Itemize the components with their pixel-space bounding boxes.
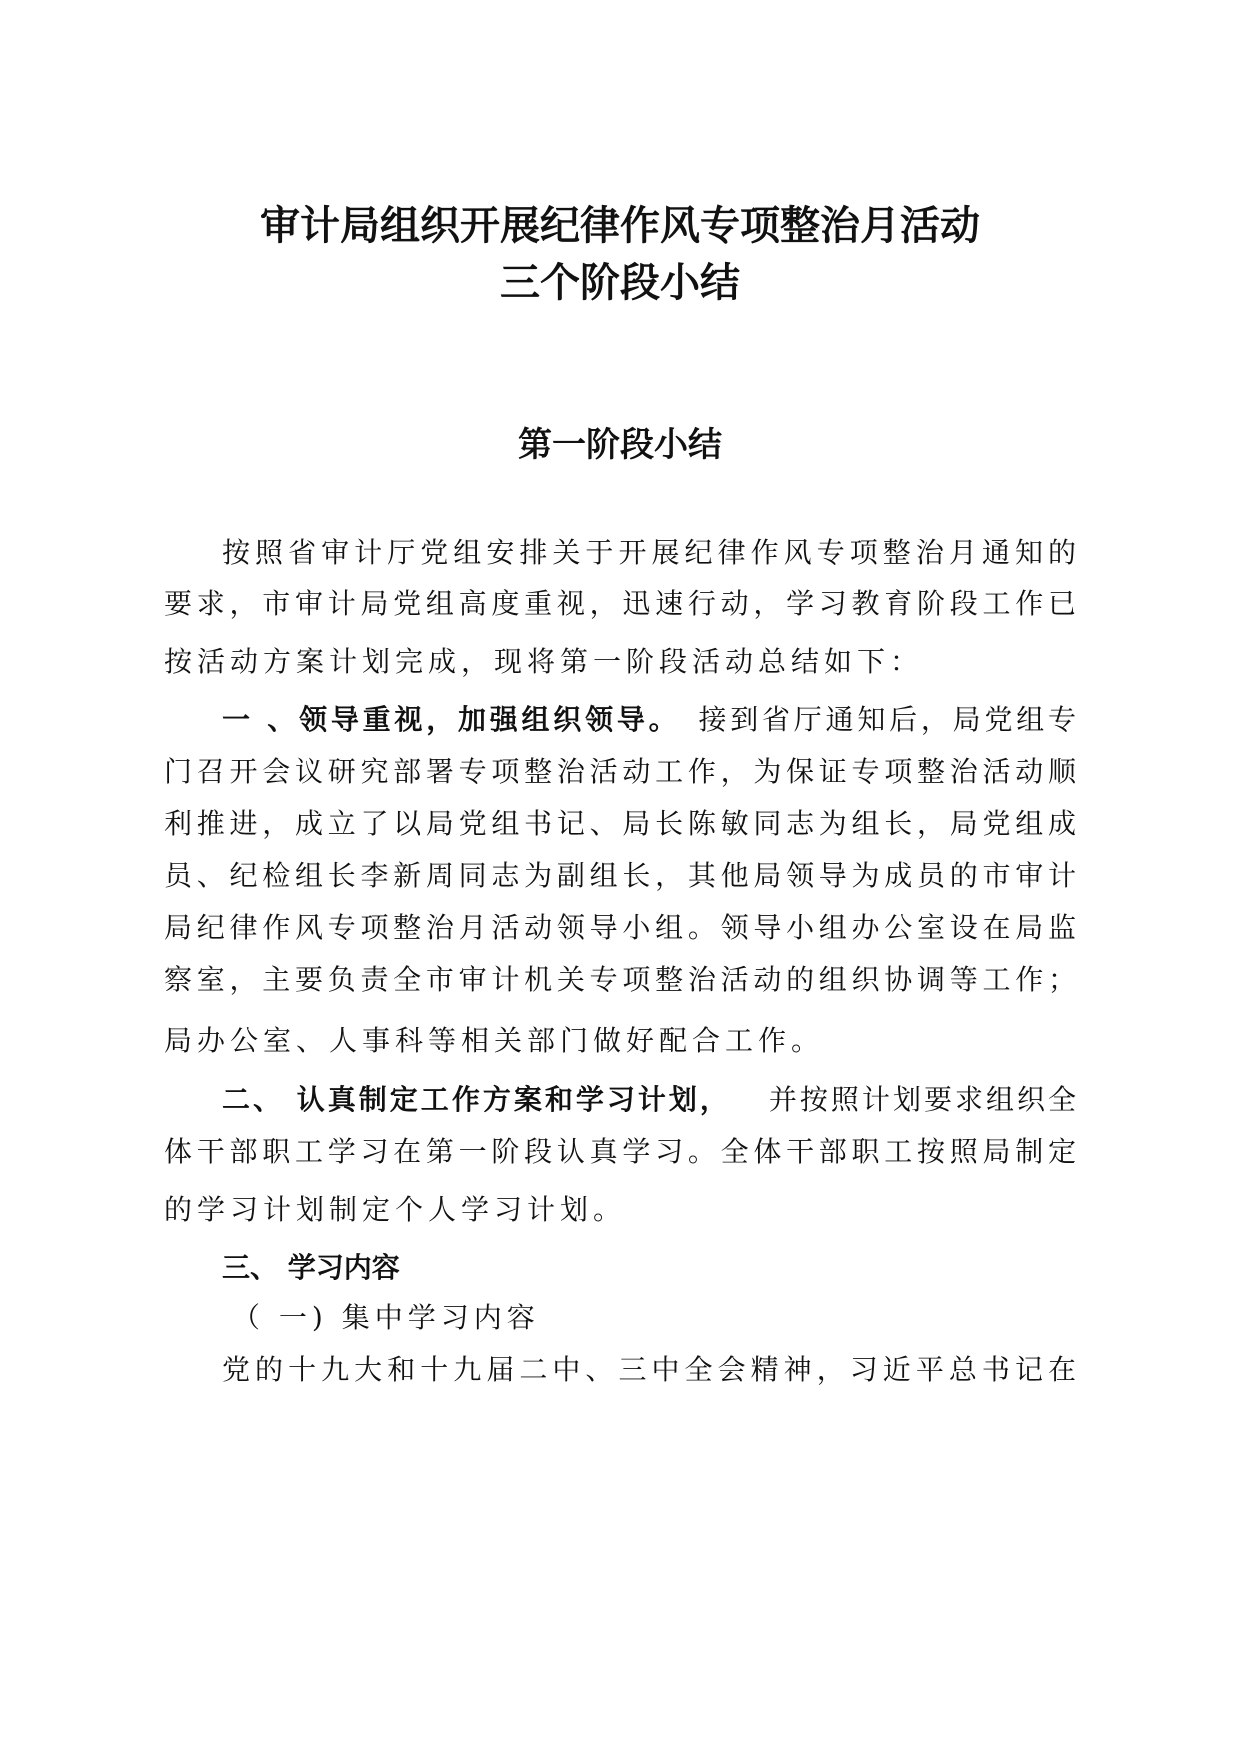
point1-line-1: [222, 703, 1076, 736]
intro-line-2: 要求，市审计局党组高度重视，迅速行动，学习教育阶段工作已: [164, 587, 1076, 620]
point1-line-5: 局纪律作风专项整治月活动领导小组。领导小组办公室设在局监: [164, 911, 1076, 944]
point3-line-1: 党的十九大和十九届二中、三中全会精神，习近平总书记在: [222, 1353, 1076, 1386]
intro-line-3: 按活动方案计划完成，现将第一阶段活动总结如下：: [164, 645, 924, 678]
point2-line-1: [222, 1083, 1076, 1116]
point1-line-1-text: 接到省厅通知后，局党组专: [698, 703, 1076, 736]
point3-heading: 三、 学习内容: [222, 1251, 400, 1284]
intro-line-1: 按照省审计厅党组安排关于开展纪律作风专项整治月通知的: [222, 536, 1076, 569]
point2-heading: 二、 认真制定工作方案和学习计划，: [222, 1083, 731, 1116]
document-title-line-2: 三个阶段小结: [500, 260, 740, 306]
point2-line-2: 体干部职工学习在第一阶段认真学习。全体干部职工按照局制定: [164, 1135, 1076, 1168]
point1-line-3: 利推进，成立了以局党组书记、局长陈敏同志为组长，局党组成: [164, 807, 1076, 840]
point1-heading: 一 、领导重视，加强组织领导。: [222, 703, 681, 736]
point1-line-4: 员、纪检组长李新周同志为副组长，其他局领导为成员的市审计: [164, 859, 1076, 892]
point3-sub-heading: （ 一) 集中学习内容: [232, 1301, 540, 1334]
point1-line-2: 门召开会议研究部署专项整治活动工作，为保证专项整治活动顺: [164, 755, 1076, 788]
point2-line-1-text: 并按照计划要求组织全: [768, 1083, 1076, 1116]
section-title: 第一阶段小结: [518, 425, 722, 465]
point2-line-3: 的学习计划制定个人学习计划。: [164, 1193, 627, 1226]
document-title-line-1: 审计局组织开展纪律作风专项整治月活动: [260, 203, 980, 249]
point1-line-7: 局办公室、人事科等相关部门做好配合工作。: [164, 1024, 825, 1057]
point1-line-6: 察室，主要负责全市审计机关专项整治活动的组织协调等工作；: [164, 963, 1076, 996]
